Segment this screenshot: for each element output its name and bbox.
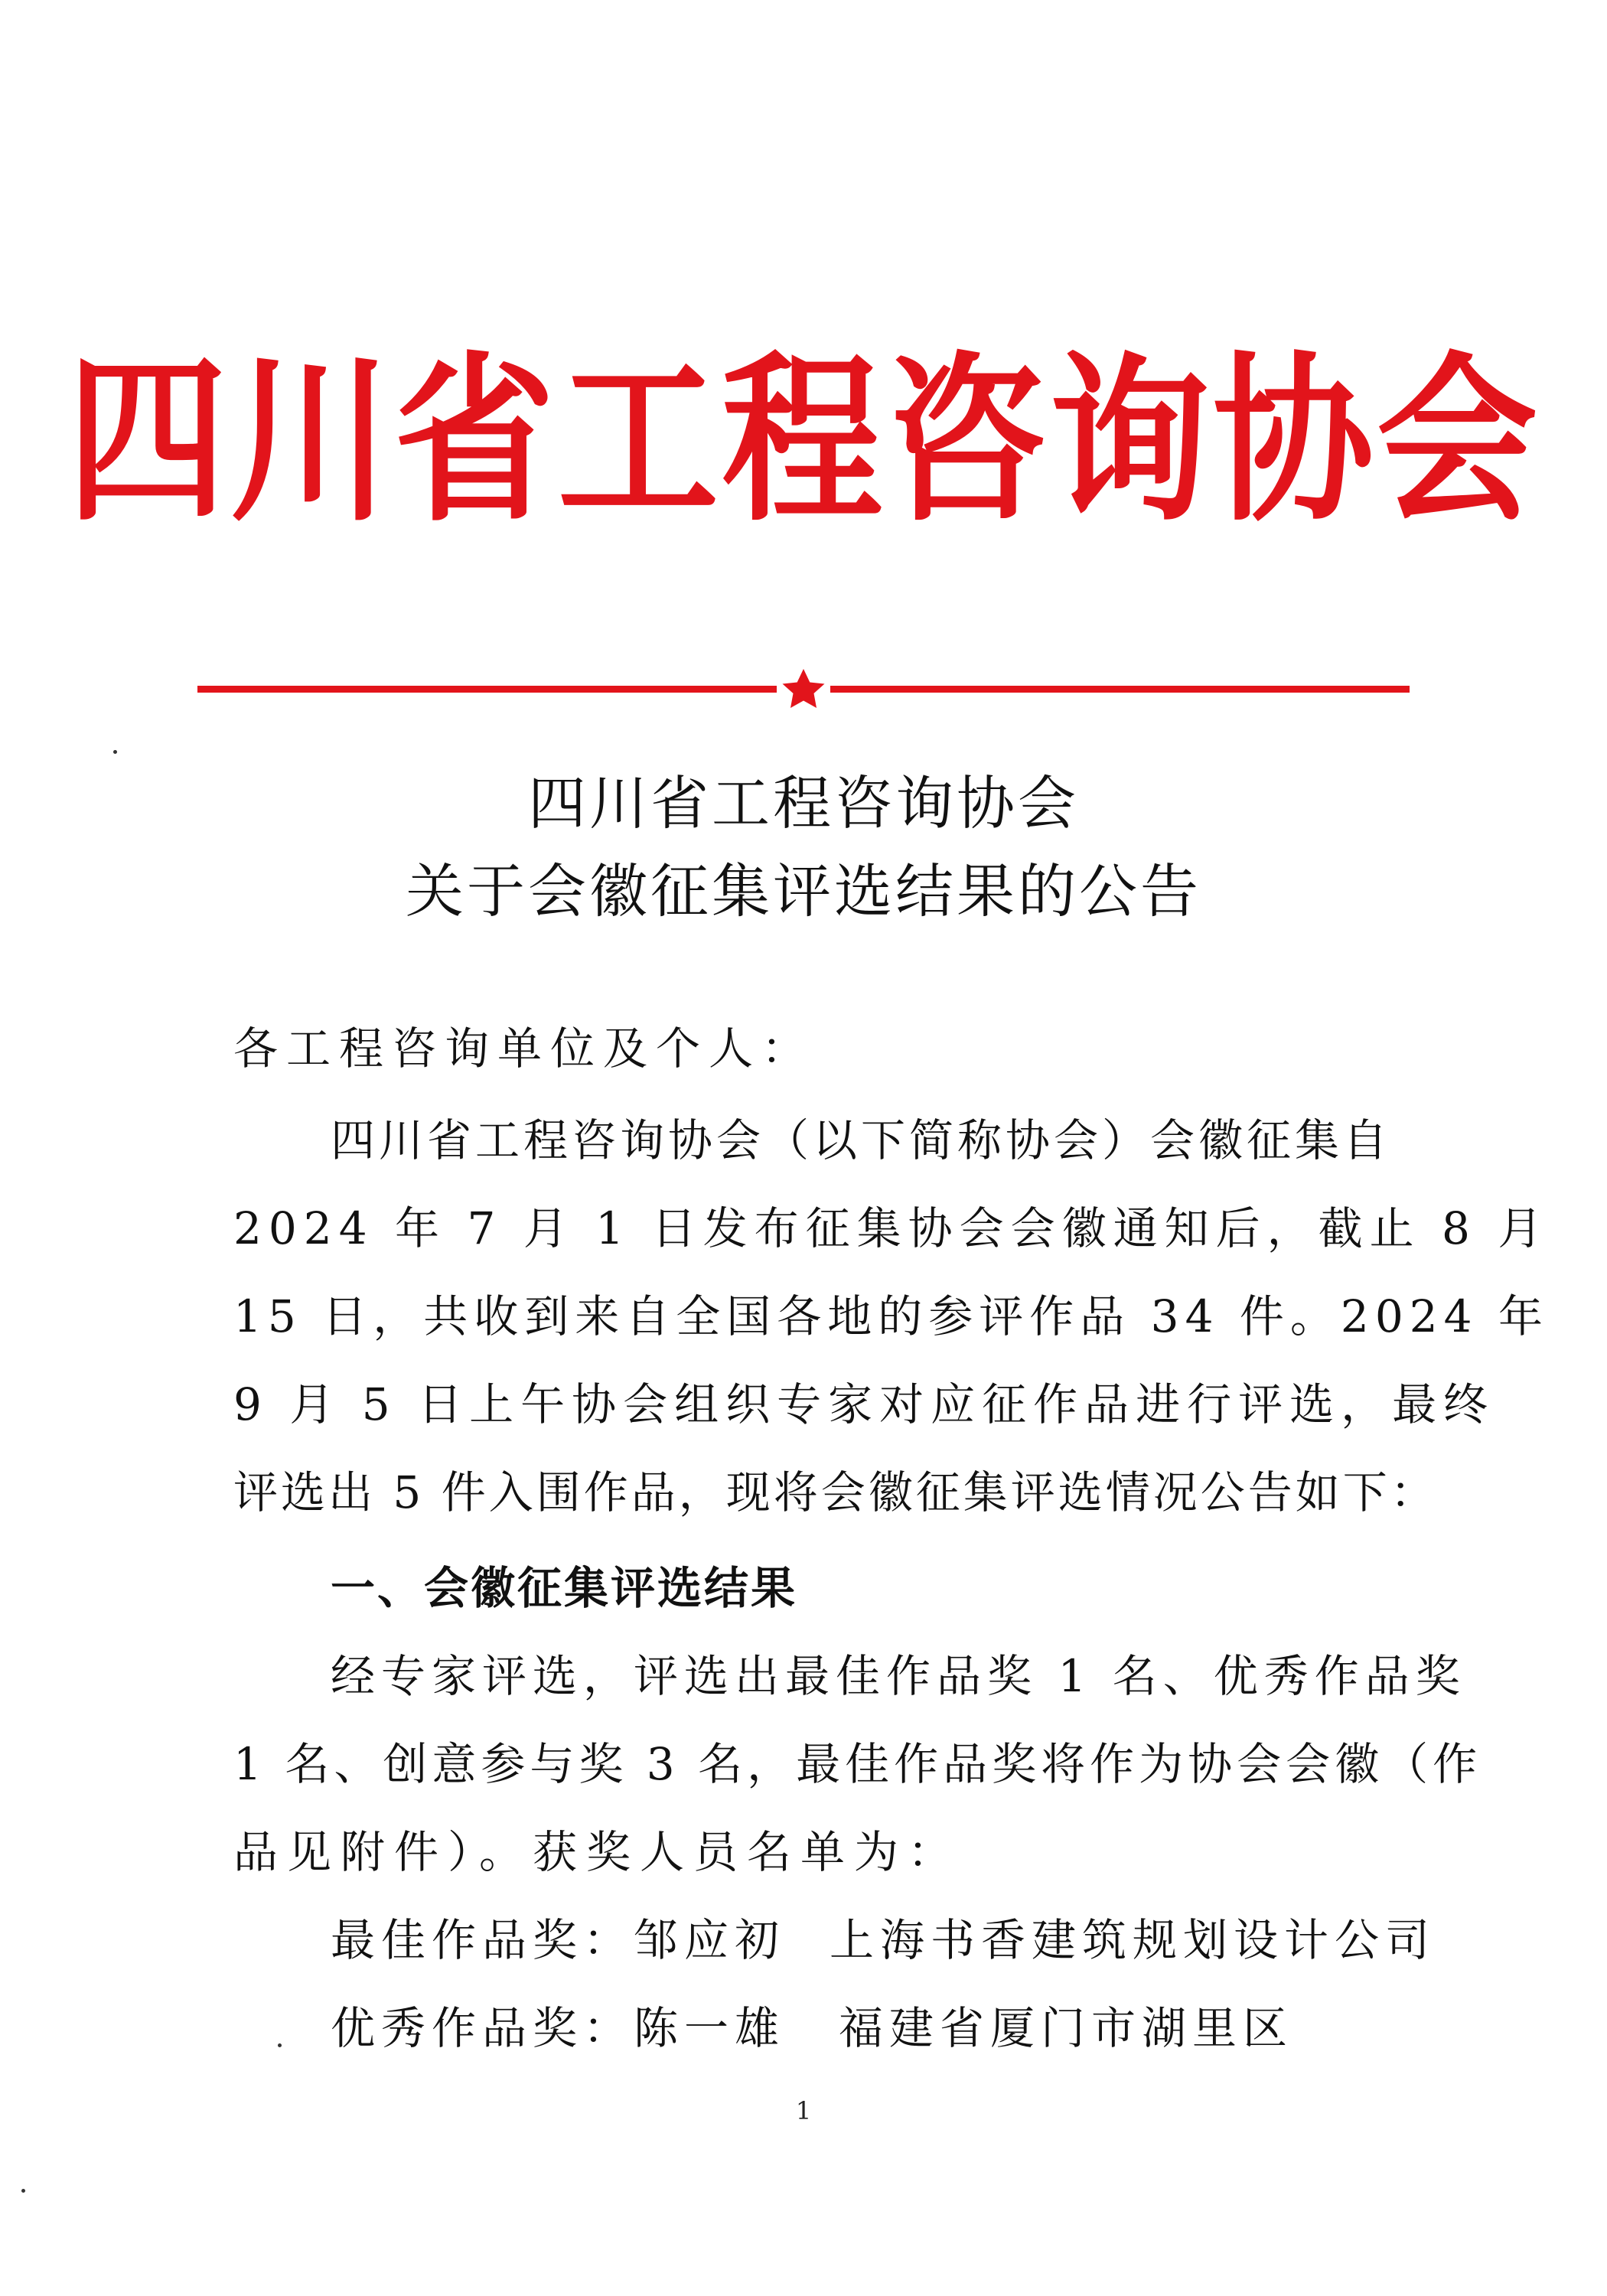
notice-title-line-2: 关于会徽征集评选结果的公告 (406, 857, 1201, 925)
award-entry (331, 1998, 1293, 2059)
notice-title-line-1: 四川省工程咨询协会 (528, 769, 1079, 837)
org-letterhead: 四川省工程咨询协会 (66, 334, 1540, 546)
paragraph-1-line: 2024 年 7 月 1 日发布征集协会会徽通知后，截止 8 月 (233, 1202, 1550, 1254)
award-winner-name: 邹应初 (634, 1914, 786, 1966)
scan-speck (113, 750, 117, 754)
header-divider (0, 667, 1607, 713)
salutation: 各工程咨询单位及个人： (233, 1022, 815, 1075)
award-winner-org: 上海书香建筑规划设计公司 (830, 1914, 1436, 1966)
divider-line-right (830, 686, 1410, 693)
star-icon (783, 669, 825, 708)
award-title: 优秀作品奖： (331, 2002, 634, 2054)
section-1-heading: 一、会徽征集评选结果 (331, 1562, 798, 1614)
paragraph-1-line: 15 日，共收到来自全国各地的参评作品 34 件。2024 年 (233, 1290, 1549, 1342)
paragraph-1-line: 四川省工程咨询协会（以下简称协会）会徽征集自 (331, 1114, 1392, 1166)
scan-speck (278, 2043, 282, 2047)
award-title: 最佳作品奖： (331, 1914, 634, 1966)
scan-speck (21, 2189, 25, 2193)
paragraph-1-line: 评选出 5 件入围作品，现将会徽征集评选情况公告如下： (233, 1466, 1438, 1518)
divider-line-left (197, 686, 777, 693)
page-number: 1 (795, 2096, 812, 2125)
award-winner-name: 陈一雄 (634, 2002, 786, 2054)
paragraph-2-line: 1 名、创意参与奖 3 名，最佳作品奖将作为协会会徽（作 (233, 1738, 1482, 1790)
award-entry (331, 1910, 1436, 1971)
paragraph-2-line: 品见附件）。获奖人员名单为： (233, 1826, 962, 1878)
paragraph-1-line: 9 月 5 日上午协会组织专家对应征作品进行评选，最终 (233, 1378, 1495, 1430)
paragraph-2-line: 经专家评选，评选出最佳作品奖 1 名、优秀作品奖 (331, 1650, 1466, 1702)
award-winner-org: 福建省厦门市湖里区 (839, 2002, 1294, 2054)
